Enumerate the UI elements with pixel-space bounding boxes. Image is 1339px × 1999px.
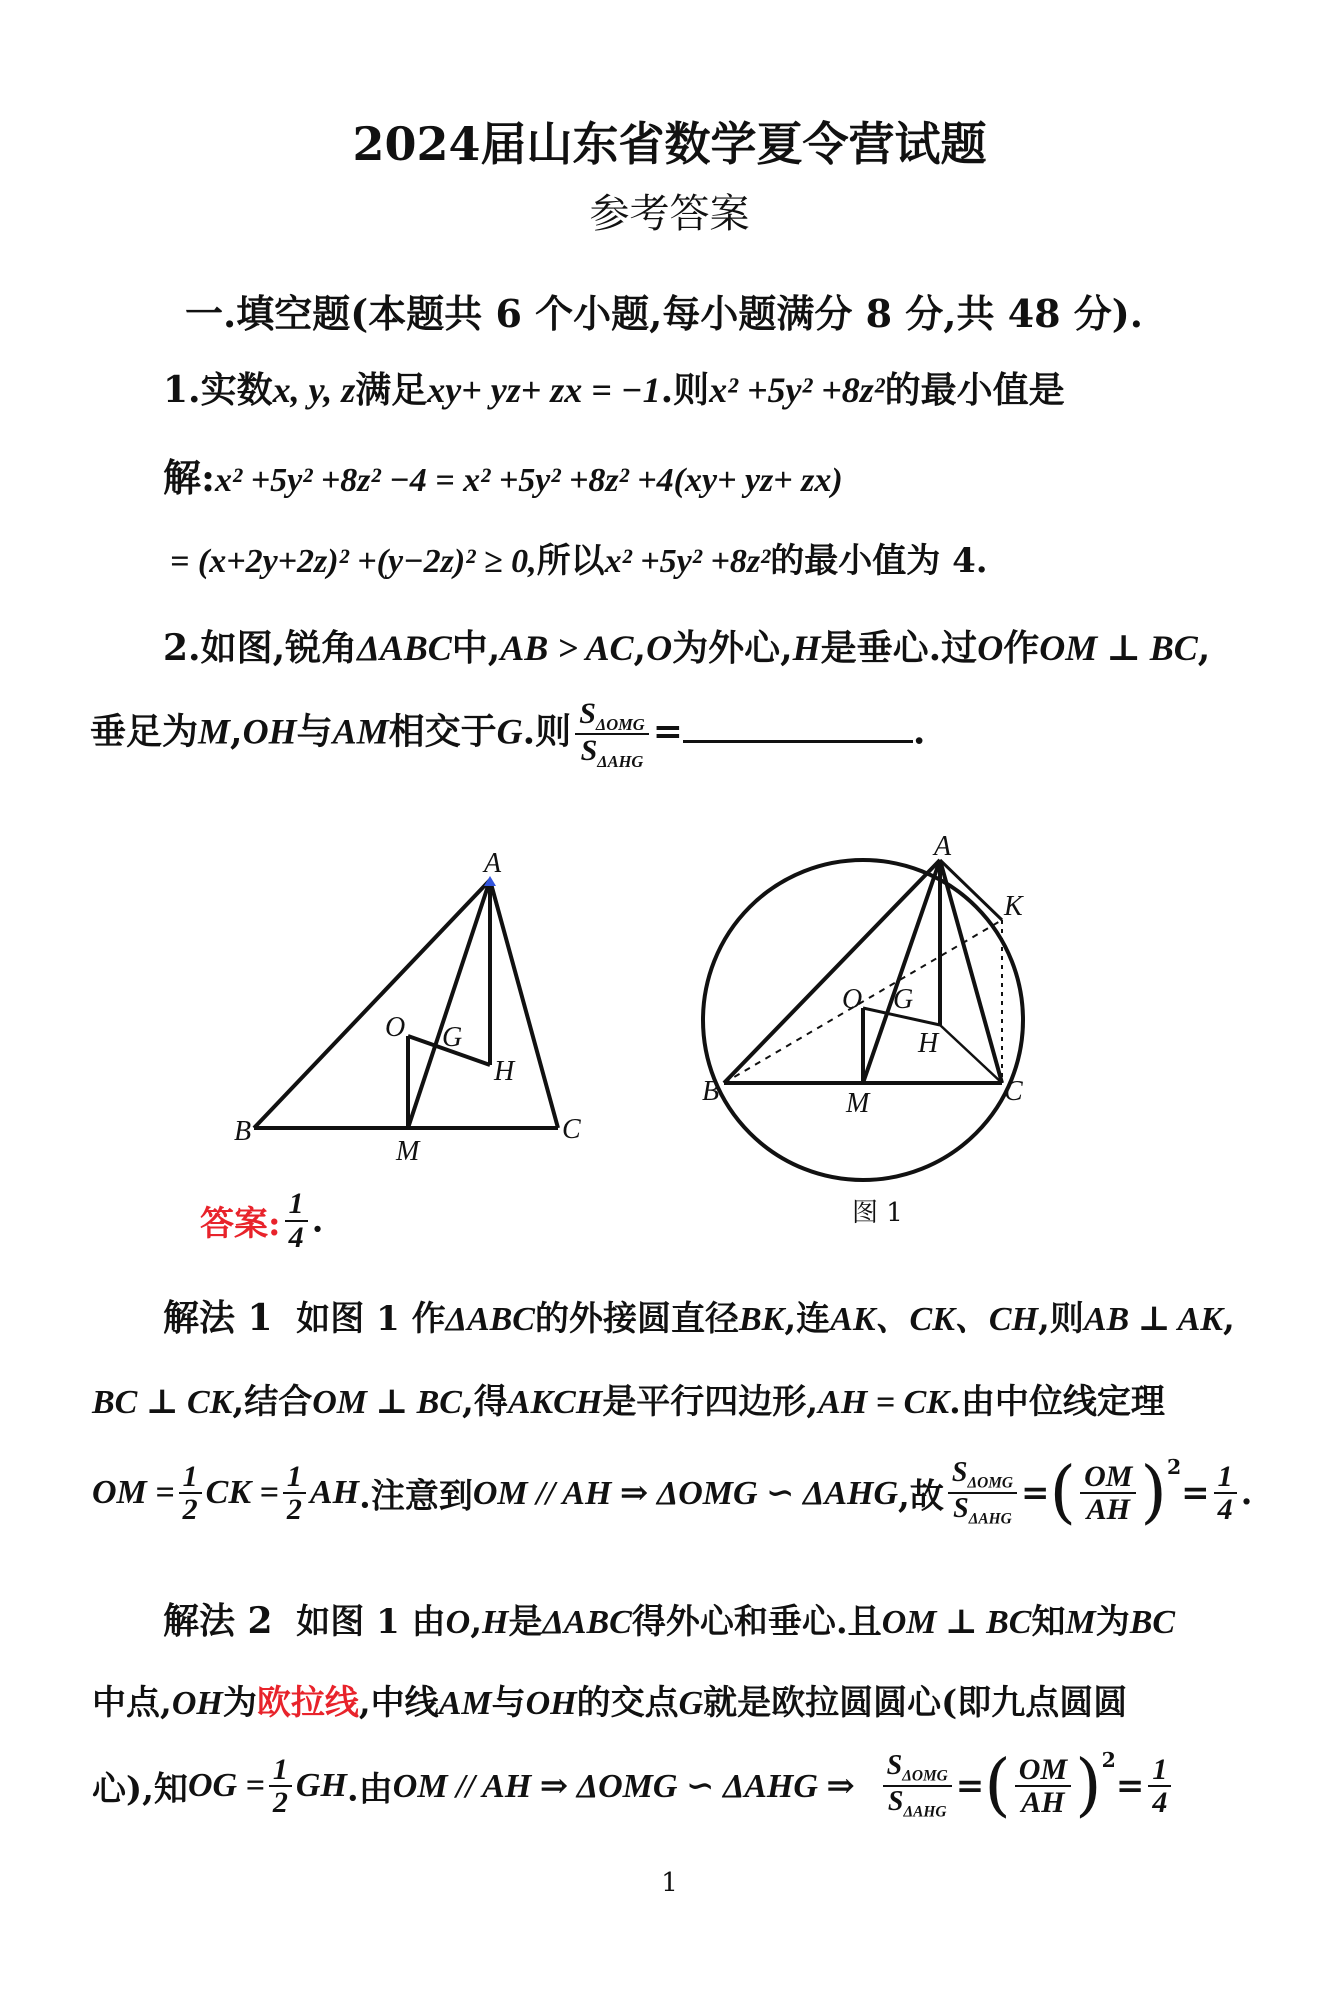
q2-h: H <box>792 628 821 668</box>
q2-g: G <box>496 711 523 752</box>
m2-l2a: 中点, <box>92 1683 172 1723</box>
q2-area-ratio <box>575 698 649 771</box>
m2-l1g: 得外心和垂心.且 <box>631 1602 882 1642</box>
m2-res-den: 4 <box>1152 1786 1168 1819</box>
m2-s-den-sub: ΔAHG <box>903 1803 947 1821</box>
method-1-line-2 <box>92 1374 1165 1423</box>
m2-r-den: AH <box>1021 1786 1065 1819</box>
method-2-line-1 <box>163 1593 1175 1644</box>
answer-num: 1 <box>285 1188 308 1222</box>
q1-text-d: 的最小值是 <box>884 369 1065 411</box>
right-label-k: K <box>1004 891 1023 922</box>
solution-1-line-2 <box>170 533 988 582</box>
q2-p1: 如图,锐角 <box>200 627 358 669</box>
m1-l2c: OM ⊥ BC <box>312 1384 462 1421</box>
solution-1-eq2: = (x+2y+2z)² +(y−2z)² ≥ 0, <box>170 543 537 580</box>
m2-l2j: G <box>678 1685 704 1722</box>
m1-l2h: .由中位线定理 <box>949 1382 1165 1422</box>
method-1-label: 解法 1 <box>163 1297 273 1339</box>
left-side-ab <box>254 880 490 1128</box>
left-figure <box>254 880 558 1128</box>
question-1 <box>163 362 1065 413</box>
left-label-b: B <box>234 1116 252 1147</box>
m1-half-1 <box>179 1461 202 1526</box>
q1-expression: x² +5y² +8z² <box>709 370 885 410</box>
q2-triangle: ΔABC <box>357 628 452 668</box>
question-2-line-1 <box>163 620 1210 671</box>
m2-eq1: = <box>955 1766 985 1806</box>
m2-l2c: 为 <box>222 1683 257 1723</box>
m1-end: . <box>1240 1473 1253 1513</box>
m2-result <box>1148 1754 1171 1819</box>
figure-caption: 图 1 <box>852 1198 903 1228</box>
m2-square: 2 <box>1101 1748 1116 1772</box>
solution-1-line-1 <box>163 447 843 502</box>
q2-p10: 与 <box>296 710 333 753</box>
m2-area-ratio <box>883 1751 952 1821</box>
q2-p4: 为外心, <box>672 627 793 669</box>
q2-am: AM <box>332 711 389 752</box>
q2-frac-num: S <box>579 697 596 730</box>
q2-end: . <box>912 710 926 753</box>
m2-l1l: BC <box>1129 1604 1176 1641</box>
left-label-g: G <box>442 1022 463 1053</box>
right-side-ac <box>940 860 1002 1083</box>
m2-s-num-sub: ΔOMG <box>902 1767 948 1785</box>
left-line-am <box>408 880 490 1128</box>
q2-oh: OH <box>242 711 297 752</box>
q2-inequality: AB > AC <box>500 628 634 668</box>
method-2-line-2 <box>92 1675 1127 1724</box>
m1-l1i: , <box>1222 1299 1235 1339</box>
m1-s-den-sub: ΔAHG <box>968 1510 1012 1528</box>
q2-frac-num-sub: ΔOMG <box>595 715 645 734</box>
left-label-o: O <box>385 1012 406 1043</box>
q2-eq: = <box>652 710 683 753</box>
solution-1-result: 的最小值为 4. <box>770 541 988 581</box>
m1-r-num: OM <box>1080 1461 1136 1495</box>
m2-l3c: GH <box>295 1767 347 1804</box>
method-1-line-3: OM = $\frac{1}{2}$ CK = $\frac{1}{2}$ AH.注意到OM // AH ⇒ ΔOMG ∽ ΔAHG,故 $\frac{S_{\Delta OMG}}{S_{\Delta AHG}}$ =( $\frac{OM}{AH}$ )$^2$= $\frac{1}{4}$ . <box>92 1453 1253 1532</box>
q2-p6: 作 <box>1003 627 1040 669</box>
m2-l1e: 是 <box>508 1602 543 1642</box>
m1-half-2 <box>283 1461 306 1526</box>
m2-l3d: .由 <box>346 1769 393 1810</box>
m1-half-1-num: 1 <box>179 1461 202 1495</box>
answer-fraction <box>285 1188 308 1253</box>
m1-area-ratio <box>948 1458 1017 1528</box>
m2-s-num: S <box>886 1750 903 1782</box>
right-label-c: C <box>1004 1076 1023 1107</box>
left-label-a: A <box>484 848 502 879</box>
m2-r-num: OM <box>1015 1754 1071 1788</box>
m2-l2f: AM <box>438 1685 492 1722</box>
m1-l1b: ΔABC <box>445 1301 535 1338</box>
m1-eq1: = <box>1021 1473 1050 1513</box>
solution-1-eq1: x² +5y² +8z² −4 = x² +5y² +8z² +4(xy+ yz+ zx) <box>215 462 843 499</box>
m2-res-num: 1 <box>1148 1754 1171 1788</box>
m2-l1i: 知 <box>1031 1602 1066 1642</box>
m1-l2e: AKCH <box>507 1384 603 1421</box>
q1-condition: xy+ yz+ zx = −1 <box>427 370 661 410</box>
m1-l2g: AH = CK <box>818 1384 950 1421</box>
method-2-label: 解法 2 <box>163 1600 273 1642</box>
q2-p5: 是垂心.过 <box>820 627 978 669</box>
left-label-h: H <box>494 1056 515 1087</box>
answer-den: 4 <box>288 1220 304 1254</box>
m2-l2k: 就是欧拉圆圆心(即九点圆圆 <box>703 1683 1128 1723</box>
m2-l3a: 心),知 <box>92 1769 188 1810</box>
m1-s-num-sub: ΔOMG <box>967 1474 1014 1492</box>
q1-text-b: 满足 <box>355 369 428 411</box>
m2-s-den: S <box>887 1786 904 1817</box>
page-number: 1 <box>661 1868 678 1898</box>
m1-l2d: ,得 <box>461 1382 508 1422</box>
answer-end: . <box>311 1200 324 1241</box>
m1-half-1-den: 2 <box>182 1493 198 1526</box>
right-label-a: A <box>934 831 952 862</box>
right-label-g: G <box>893 984 914 1015</box>
m1-l2a: BC ⊥ CK <box>92 1384 233 1421</box>
solution-1-text-so: 所以 <box>536 541 605 581</box>
m2-l1c: , <box>470 1602 483 1642</box>
m1-l1g: ,则 <box>1038 1299 1084 1339</box>
left-label-m: M <box>396 1136 420 1167</box>
left-label-c: C <box>562 1114 581 1145</box>
right-label-h: H <box>918 1028 939 1059</box>
m2-l2i: 的交点 <box>576 1683 679 1723</box>
q1-text-c: .则 <box>660 369 710 411</box>
m1-result <box>1214 1461 1237 1526</box>
section-heading: 一.填空题(本题共 6 个小题,每小题满分 8 分,共 48 分). <box>185 291 1144 336</box>
m1-l1c: 的外接圆直径 <box>534 1299 739 1339</box>
m2-l3e: OM // AH ⇒ ΔOMG ∽ ΔAHG ⇒ <box>392 1768 855 1805</box>
q2-perp: OM ⊥ BC <box>1039 628 1198 668</box>
m1-l3c: AH <box>309 1474 360 1511</box>
m2-l2b: OH <box>171 1685 223 1722</box>
m1-side-ratio <box>1080 1461 1136 1526</box>
m1-l1d: BK <box>738 1301 785 1338</box>
m1-eq2: = <box>1181 1473 1210 1513</box>
m1-l3e: OM // AH ⇒ ΔOMG ∽ ΔAHG <box>472 1475 899 1512</box>
method-2-line-3: 心),知OG = $\frac{1}{2}$ GH.由OM // AH ⇒ ΔOMG ∽ ΔAHG ⇒ $\frac{S_{\Delta OMG}}{S_{\Delta AHG}}$ =( $\frac{OM}{AH}$ )$^2$= $\frac{1}{4}$ <box>92 1748 1175 1821</box>
m2-l1h: OM ⊥ BC <box>881 1604 1032 1641</box>
m1-l1h: AB ⊥ AK <box>1083 1301 1223 1338</box>
m2-l1b: O <box>445 1604 471 1641</box>
m2-l2h: OH <box>525 1685 577 1722</box>
m2-half <box>269 1754 292 1819</box>
answer-label: 答案: <box>200 1204 281 1244</box>
m2-l1j: M <box>1065 1604 1096 1641</box>
q2-p8: 垂足为 <box>90 710 199 753</box>
answer-line <box>200 1188 323 1253</box>
m1-half-2-den: 2 <box>286 1493 302 1526</box>
question-2-line-2 <box>90 698 925 771</box>
m2-l1f: ΔABC <box>542 1604 632 1641</box>
m2-eq2: = <box>1115 1766 1145 1806</box>
m1-l1a: 如图 1 作 <box>296 1299 446 1339</box>
m2-side-ratio <box>1015 1754 1071 1819</box>
q2-p7: , <box>1197 627 1211 669</box>
m2-half-num: 1 <box>269 1754 292 1788</box>
m1-square: 2 <box>1166 1455 1182 1479</box>
right-figure <box>703 860 1023 1180</box>
m1-s-num: S <box>951 1457 968 1489</box>
q2-m: M <box>198 711 231 752</box>
m1-l2f: 是平行四边形, <box>602 1382 819 1422</box>
m1-l2b: ,结合 <box>232 1382 313 1422</box>
q2-o2: O <box>977 628 1004 668</box>
m2-l2e: ,中线 <box>358 1683 439 1723</box>
solution-1-expr: x² +5y² +8z² <box>604 543 771 580</box>
left-side-ac <box>490 880 558 1128</box>
q2-frac-den: S <box>580 734 598 768</box>
right-side-ab <box>724 860 940 1083</box>
m2-l1k: 为 <box>1095 1602 1130 1642</box>
method-1-line-1 <box>163 1290 1235 1341</box>
m1-l3d: .注意到 <box>359 1476 473 1517</box>
q2-frac-den-sub: ΔAHG <box>597 752 644 772</box>
q1-text-a: 实数 <box>200 369 273 411</box>
m1-l1f: AK、CK、CH <box>830 1301 1039 1338</box>
m1-l1e: ,连 <box>784 1299 831 1339</box>
right-label-b: B <box>702 1076 720 1107</box>
q2-p11: 相交于 <box>388 710 497 753</box>
right-label-m: M <box>846 1088 870 1119</box>
q2-o: O <box>646 628 673 668</box>
m2-l1a: 如图 1 由 <box>296 1602 446 1642</box>
q1-vars: x, y, z <box>272 370 356 410</box>
solution-1-label: 解: <box>163 455 216 500</box>
m1-l3b: CK = <box>205 1474 279 1511</box>
q2-p3: , <box>633 627 647 669</box>
m2-half-den: 2 <box>272 1786 288 1819</box>
q2-p12: .则 <box>522 710 572 753</box>
right-label-o: O <box>842 984 863 1015</box>
m1-res-den: 4 <box>1217 1493 1233 1526</box>
euler-line-highlight: 欧拉线 <box>256 1683 359 1723</box>
m2-l2g: 与 <box>491 1683 526 1723</box>
q2-p2: 中, <box>451 627 501 669</box>
m1-half-2-num: 1 <box>283 1461 306 1495</box>
m1-s-den: S <box>953 1493 969 1524</box>
q2-p9: , <box>230 710 243 753</box>
m1-res-num: 1 <box>1214 1461 1237 1495</box>
m2-l1d: H <box>482 1604 509 1641</box>
figure-area <box>0 820 1339 1240</box>
question-1-number: 1. <box>163 369 201 411</box>
m1-l3a: OM = <box>92 1474 175 1511</box>
m1-l3f: ,故 <box>898 1476 944 1517</box>
page-title: 2024届山东省数学夏令营试题 <box>352 117 987 171</box>
q2-number: 2. <box>163 627 201 669</box>
page-subtitle: 参考答案 <box>589 191 750 237</box>
m1-r-den: AH <box>1086 1493 1130 1526</box>
m2-l3b: OG = <box>187 1767 265 1804</box>
answer-blank <box>683 702 913 743</box>
